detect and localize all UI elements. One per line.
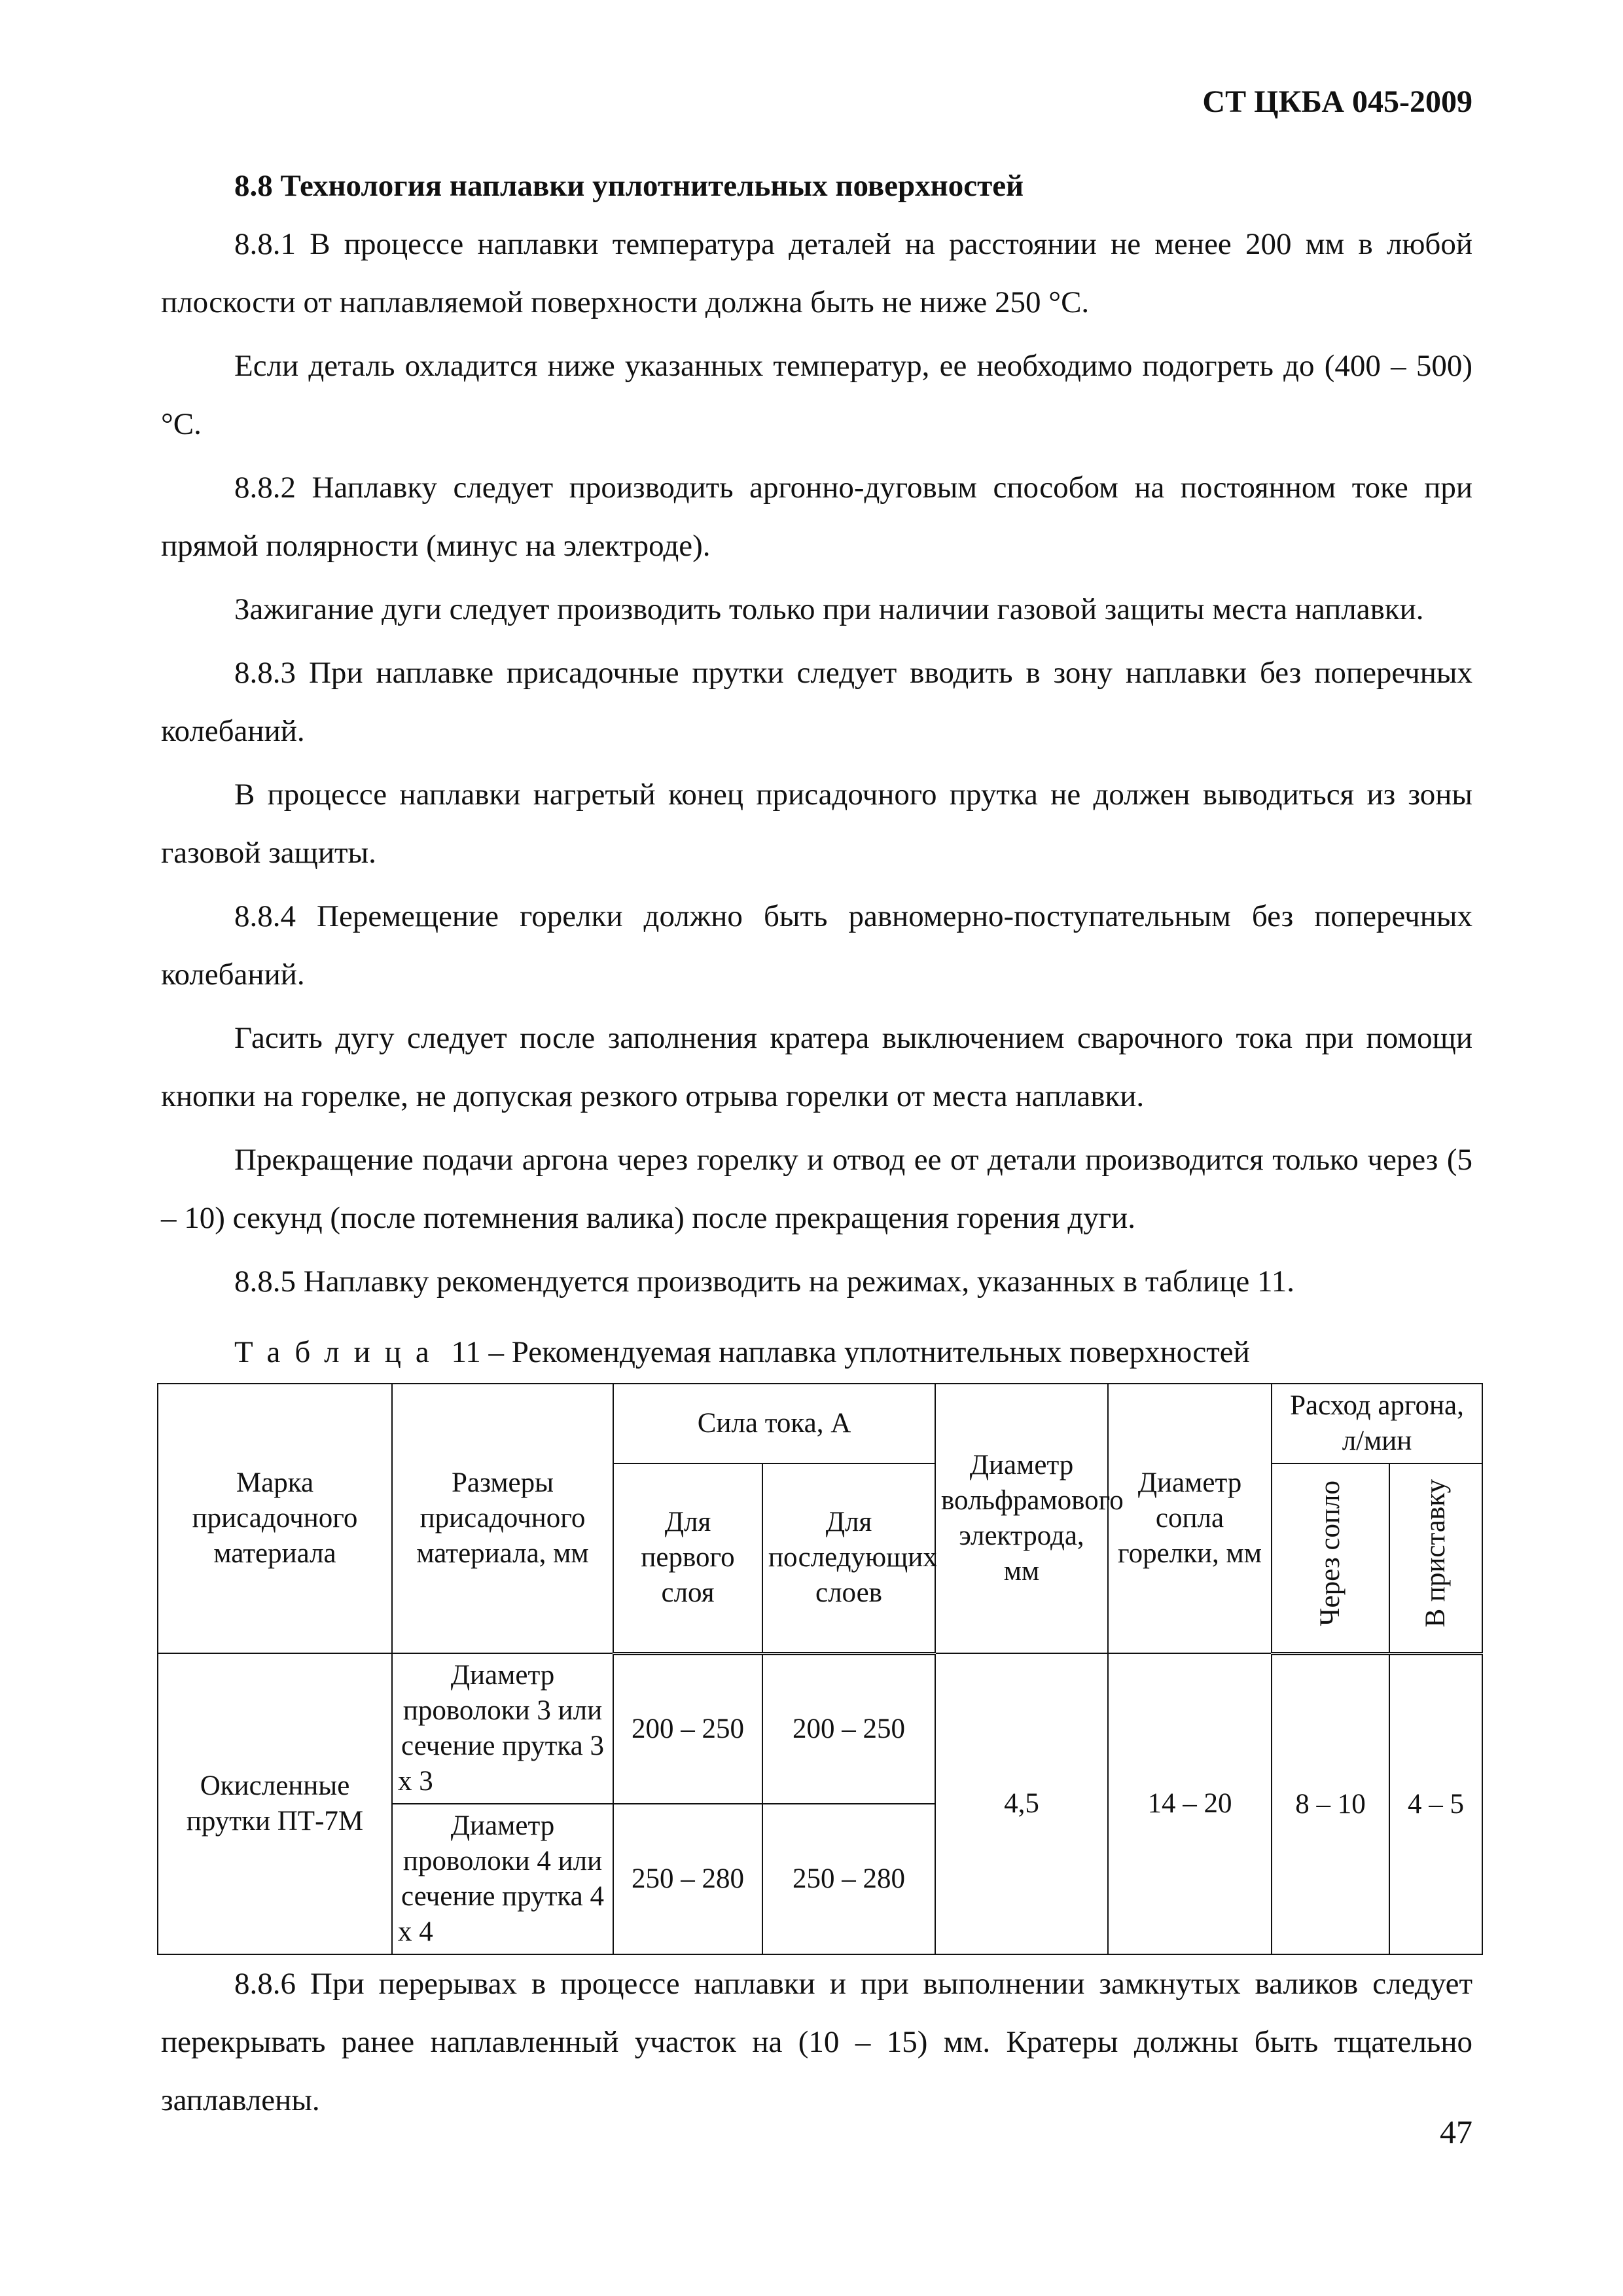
table-row (158, 1653, 1482, 1804)
paragraph-8-8-6: 8.8.6 При перерывах в процессе наплавки и при выполнении замкнутых валиков следует перекрывать ранее наплавленный участок на (10 – 15) мм. Кратеры должны быть тщательно заплавлены. (161, 1967, 1472, 2117)
header-material: Марка присадочного материала (158, 1384, 392, 1653)
cell-first-layer: 250 – 280 (613, 1804, 762, 1954)
cell-through-nozzle: 8 – 10 (1272, 1653, 1389, 1954)
section-heading: 8.8 Технология наплавки уплотнительных поверхностей (234, 169, 1024, 203)
paragraph-8-8-1: 8.8.1 В процессе наплавки температура деталей на расстоянии не менее 200 мм в любой плоскости от наплавляемой поверхности должна быть не ниже 250 °С. (161, 227, 1472, 319)
paragraph-preheat: Если деталь охладится ниже указанных температур, ее необходимо подогреть до (400 – 500) °С. (161, 349, 1472, 441)
page-number: 47 (1440, 2113, 1472, 2150)
cell-size: Диаметр проволоки 4 или сечение прутка 4 х 4 (392, 1804, 613, 1954)
paragraph-8-8-5: 8.8.5 Наплавку рекомендуется производить на режимах, указанных в таблице 11. (234, 1265, 1294, 1299)
cell-next-layers: 200 – 250 (762, 1653, 935, 1804)
cell-material: Окисленные прутки ПТ-7М (158, 1653, 392, 1954)
table-caption-word: Таблица (234, 1335, 444, 1369)
header-first-layer: Для первого слоя (613, 1463, 762, 1653)
header-attachment (1389, 1463, 1482, 1653)
header-through-nozzle (1272, 1463, 1389, 1653)
cell-attachment: 4 – 5 (1389, 1653, 1482, 1954)
through-nozzle-label: Через сопло (1315, 1480, 1346, 1626)
paragraph-8-8-2: 8.8.2 Наплавку следует производить аргонно-дуговым способом на постоянном токе при прямой полярности (минус на электроде). (161, 471, 1472, 563)
cell-first-layer: 200 – 250 (613, 1653, 762, 1804)
paragraph-arc-ignition: Зажигание дуги следует производить только при наличии газовой защиты места наплавки. (234, 592, 1424, 626)
cell-next-layers: 250 – 280 (762, 1804, 935, 1954)
surfacing-modes-table (157, 1383, 1483, 1955)
header-next-layers: Для последующих слоев (762, 1463, 935, 1653)
cell-nozzle: 14 – 20 (1108, 1653, 1272, 1954)
header-current: Сила тока, А (613, 1384, 935, 1463)
header-size: Размеры присадочного материала, мм (392, 1384, 613, 1653)
header-nozzle-diameter: Диаметр сопла горелки, мм (1108, 1384, 1272, 1653)
cell-size: Диаметр проволоки 3 или сечение прутка 3 х 3 (392, 1653, 613, 1804)
paragraph-8-8-3: 8.8.3 При наплавке присадочные прутки следует вводить в зону наплавки без поперечных колебаний. (161, 656, 1472, 748)
table-caption-text: 11 – Рекомендуемая наплавка уплотнительных поверхностей (451, 1335, 1250, 1369)
table-caption (161, 1329, 1472, 1375)
paragraph-8-8-4: 8.8.4 Перемещение горелки должно быть равномерно-поступательным без поперечных колебаний. (161, 899, 1472, 992)
paragraph-rod-end: В процессе наплавки нагретый конец присадочного прутка не должен выводиться из зоны газовой защиты. (161, 778, 1472, 870)
attachment-label: В приставку (1420, 1479, 1451, 1628)
page-content (161, 157, 1472, 2135)
header-argon-flow: Расход аргона, л/мин (1272, 1384, 1482, 1463)
cell-tungsten: 4,5 (935, 1653, 1108, 1954)
document-code: СТ ЦКБА 045-2009 (1202, 84, 1472, 119)
header-tungsten-diameter: Диаметр вольфрамового электрода, мм (935, 1384, 1108, 1653)
paragraph-arc-extinguish: Гасить дугу следует после заполнения кратера выключением сварочного тока при помощи кнопки на горелке, не допуская резкого отрыва горелки от места наплавки. (161, 1021, 1472, 1113)
paragraph-argon-stop: Прекращение подачи аргона через горелку и отвод ее от детали производится только через (5 – 10) секунд (после потемнения валика) после прекращения горения дуги. (161, 1143, 1472, 1235)
